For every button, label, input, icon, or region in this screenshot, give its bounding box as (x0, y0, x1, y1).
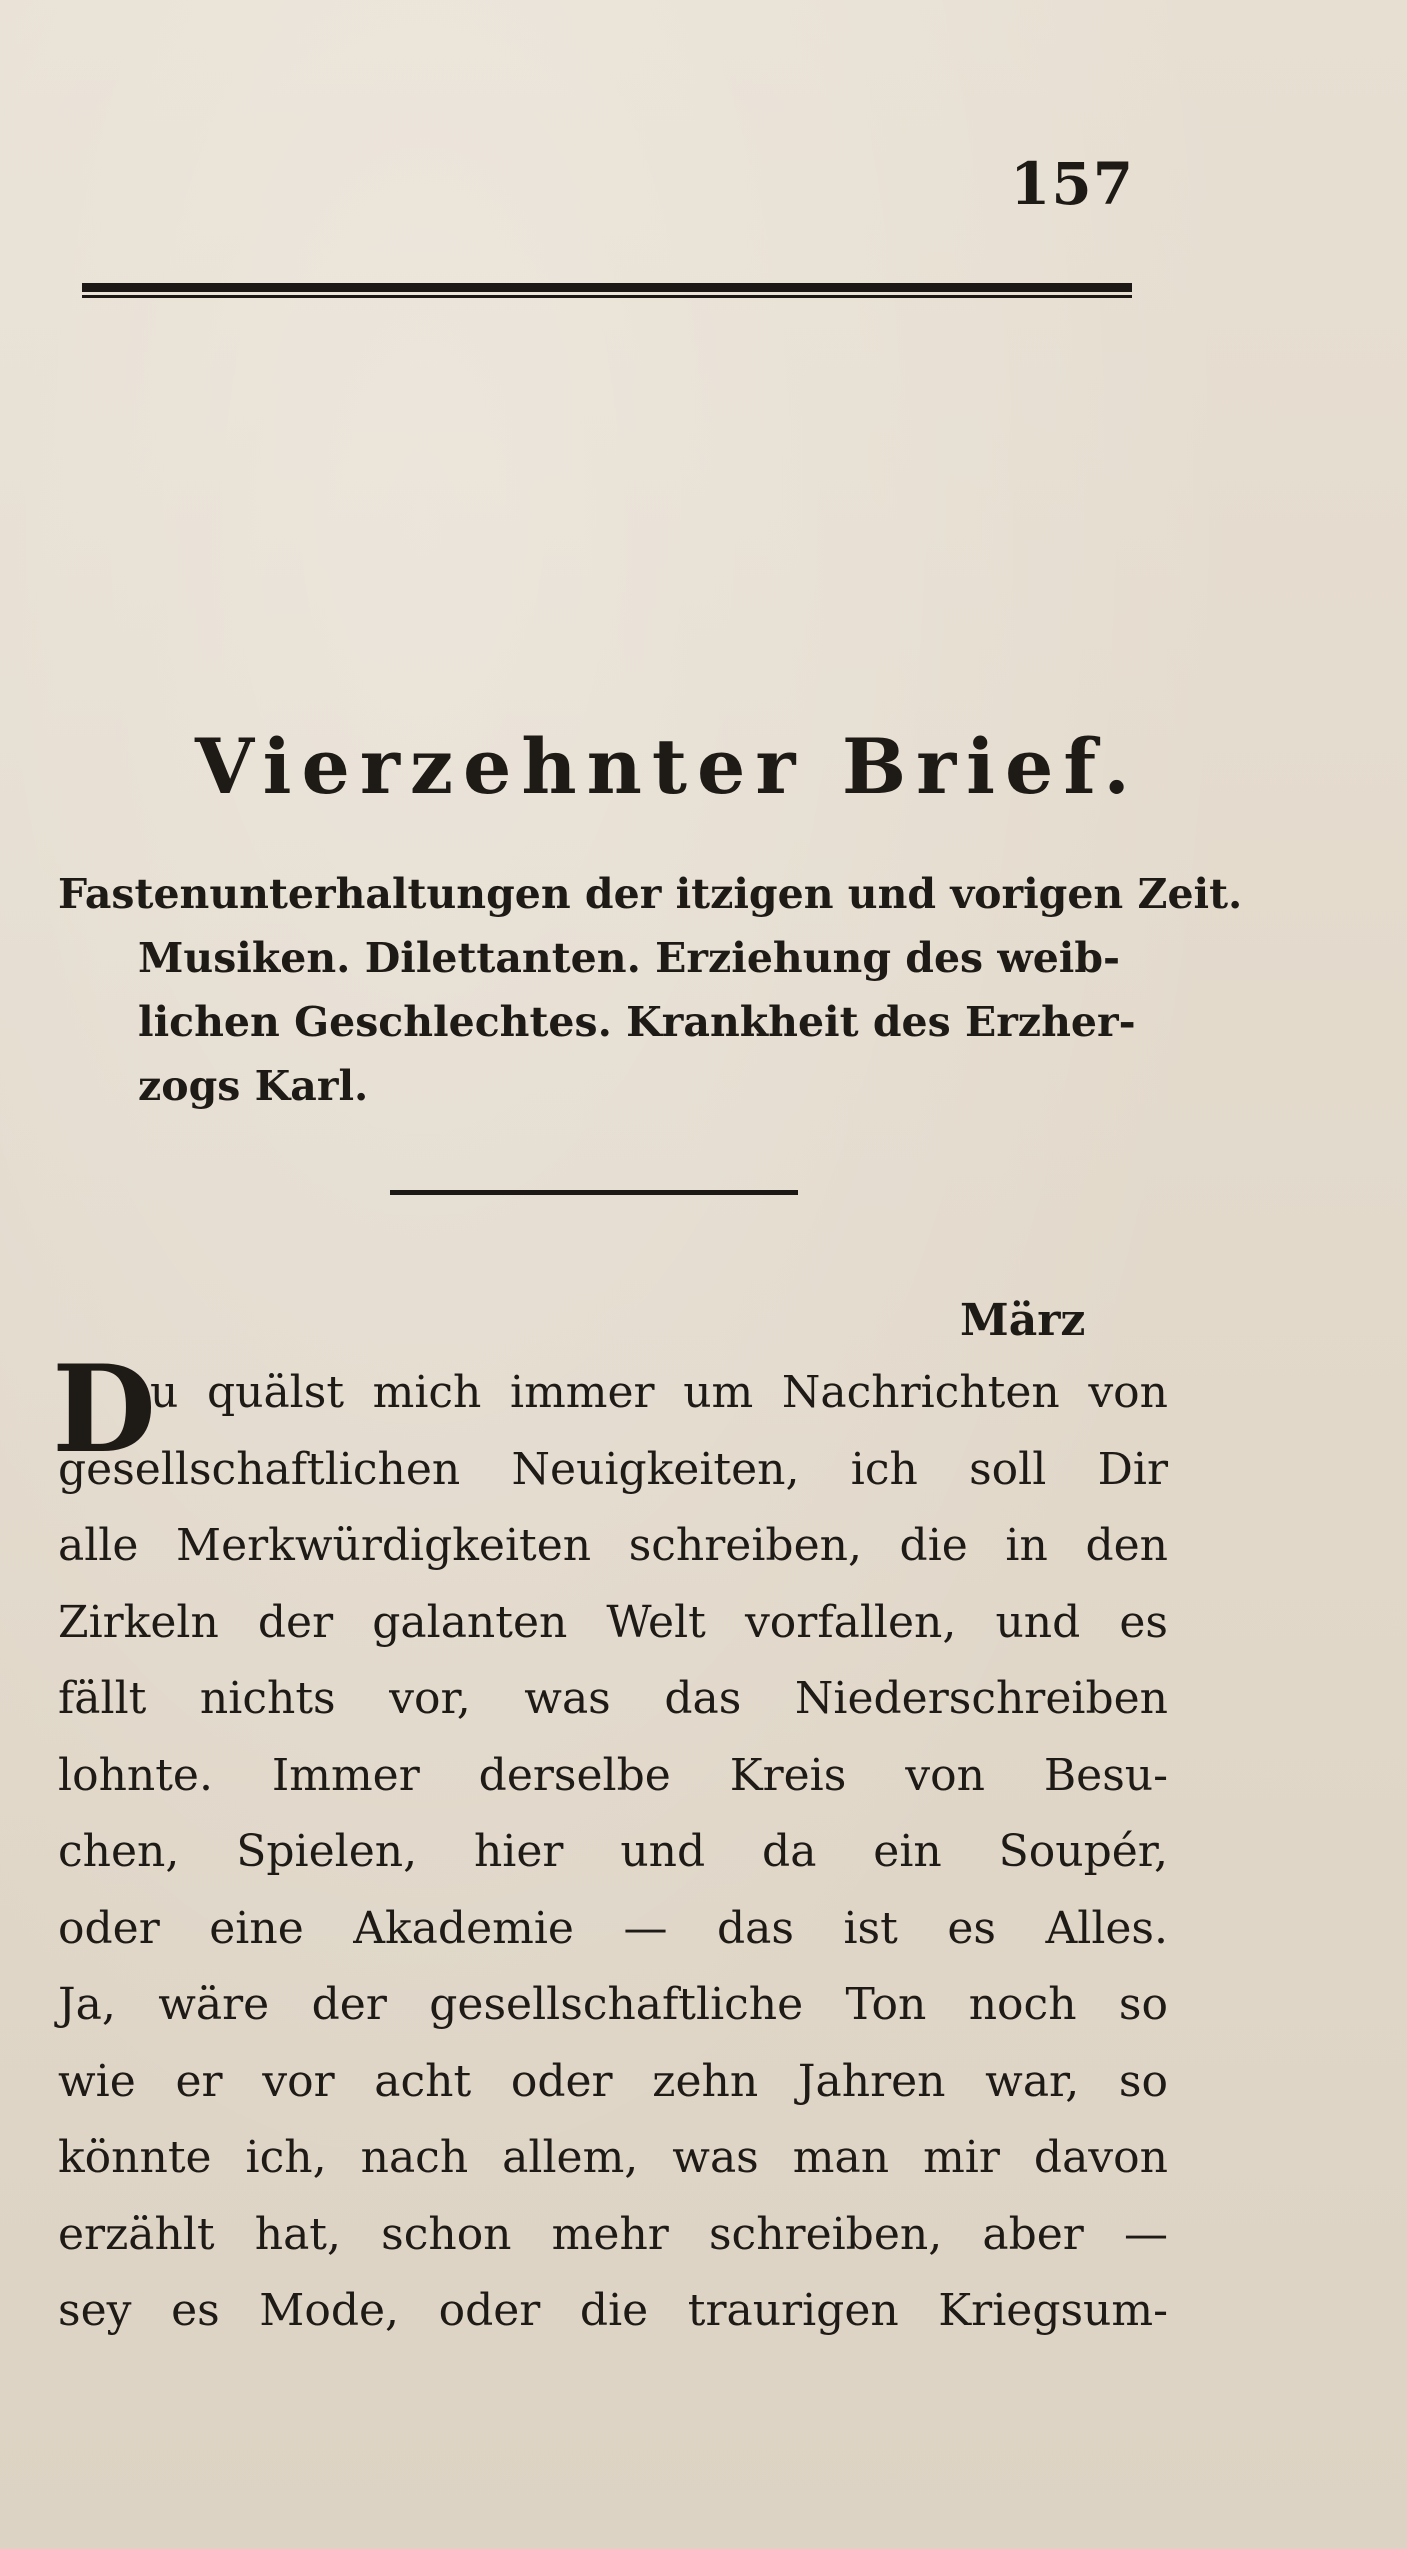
summary-line: lichen Geschlechtes. Krankheit des Erzher- (138, 998, 1136, 1046)
body-line: erzählt hat, schon mehr schreiben, aber — (58, 2208, 1168, 2260)
body-line: wie er vor acht oder zehn Jahren war, so (58, 2055, 1168, 2107)
body-line: könnte ich, nach allem, was man mir davon (58, 2132, 1168, 2183)
body-line: chen, Spielen, hier und da ein Soupér, (58, 1826, 1168, 1877)
chapter-summary (58, 862, 1243, 1118)
letter-date: März (960, 1295, 1086, 1346)
summary-line: Fastenunterhaltungen der itzigen und vorigen Zeit. (58, 870, 1243, 918)
body-line: lohnte. Immer derselbe Kreis von Besu- (58, 1749, 1168, 1801)
summary-line: zogs Karl. (138, 1062, 369, 1110)
body-line: fällt nichts vor, was das Niederschreiben (58, 1673, 1168, 1724)
body-line: sey es Mode, oder die traurigen Kriegsum- (58, 2285, 1168, 2336)
body-line: Zirkeln der galanten Welt vorfallen, und es (58, 1596, 1168, 1648)
section-divider (390, 1190, 798, 1195)
body-line: gesellschaftlichen Neuigkeiten, ich soll Dir (58, 1443, 1168, 1495)
top-rule (82, 283, 1132, 298)
body-line: Ja, wäre der gesellschaftliche Ton noch so (58, 1979, 1168, 2030)
summary-line: Musiken. Dilettanten. Erziehung des weib- (138, 934, 1121, 982)
body-line: oder eine Akademie — das ist es Alles. (58, 1902, 1168, 1954)
drop-cap: D (52, 1339, 157, 1480)
letter-body (58, 1355, 1168, 2350)
body-line: u quälst mich immer um Nachrichten von (150, 1367, 1168, 1418)
chapter-title: Vierzehnter Brief. (195, 722, 1140, 811)
body-line: alle Merkwürdigkeiten schreiben, die in den (58, 1520, 1168, 1571)
page-number: 157 (1010, 150, 1135, 218)
